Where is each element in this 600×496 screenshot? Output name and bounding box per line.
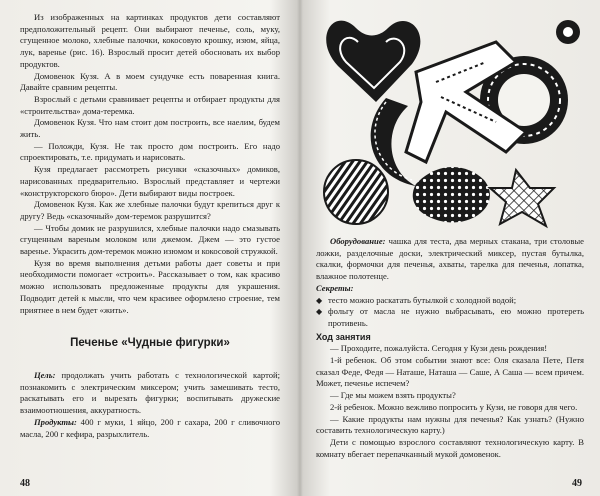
paragraph: — Чтобы домик не разрушился, хлебные палочки надо смазывать сгущенным вареным молоком или джемом. Джем — это густое варенье. Украсить дом-теремок можно изюмом и кокосовой стружкой. — [20, 222, 280, 257]
paragraph: Домовенок Кузя. А в моем сундучке есть поваренная книга. Давайте сравним рецепты. — [20, 70, 280, 93]
goal-paragraph — [20, 370, 280, 417]
paragraph: — Где мы можем взять продукты? — [330, 390, 456, 401]
paragraph: — Положди, Кузя. Не так просто дом построить. Его надо спроектировать, т.е. придумать и нарисовать. — [20, 140, 280, 163]
paragraph: Домовенок Кузя. Как же хлебные палочки будут крепиться друг к другу? Ведь «сказочный» дом-теремок разрушится? — [20, 199, 280, 221]
goal-text: продолжать учить работать с технологической картой; познакомить с электрическим миксером; учить замешивать тесто, раскатывать его и вырезать фигурки; воспитывать дружеские взаимоотношения, аккуратность. — [20, 369, 280, 416]
products-text: 400 г муки, 1 яйцо, 200 г сахара, 200 г сливочного масла, 200 г кефира, разрыхлитель. — [20, 416, 280, 439]
paragraph: 1-й ребенок. Об этом событии знают все: Оля сказала Пете, Петя сказал Феде, Федя — Наташе, Наташа — Саше, А Саша — всем причем. Может, печенье испечем? — [316, 355, 584, 389]
paragraph: Кузя во время выполнения детьми работы дает советы и при необходимости помогает «строить». Рассказывает о том, как красиво можно использовать предложенные продукты для украшения. Подводит детей к мысли, что чем красивее оформлено строение, тем приятнее в нем будет «жить». — [20, 257, 280, 315]
paragraph: Взрослый с детьми сравнивает рецепты и отбирает продукты для «строительства» дома-теремка. — [20, 93, 280, 116]
paragraph: — Какие продукты нам нужны для печенья? Как узнать? (Нужно составить технологическую карту.) — [316, 413, 584, 436]
cookie-figures-illustration — [316, 2, 584, 230]
lesson-heading: Ход занятия — [316, 331, 371, 342]
secrets-label: Секреты: — [316, 282, 354, 293]
products-paragraph — [20, 417, 280, 440]
secret-item: ◆ тесто можно раскатать бутылкой с холодной водой; — [316, 295, 584, 307]
paragraph: Домовенок Кузя. Что нам стоит дом построить, все наелим, будем жить. — [20, 117, 280, 140]
right-page — [300, 0, 600, 496]
goal-label: Цель: — [34, 369, 56, 380]
page-number-right: 49 — [572, 478, 582, 490]
equipment-paragraph — [316, 236, 584, 283]
secret-item: ◆ фольгу от масла не нужно выбрасывать, ею можно протереть противень. — [316, 306, 584, 329]
equipment-text: чашка для теста, два мерных стакана, три столовые ложки, разделочные доски, электрический миксер, пустая бутылка, скалки, формочки для печенья, ахваты, тарелка для печенья, лопатка, влажное полотенце. — [316, 236, 584, 282]
paragraph: Кузя предлагает рассмотреть рисунки «сказочных» домиков, нарисованных предварительно. Взрослый представляет и чертежи «конструкторского бюро». Дети выбирают виды построек. — [20, 164, 280, 198]
paragraph: Из изображенных на картинках продуктов дети составляют предположительный рецепт. Они выбирают печенье, соль, муку, сгущенное молоко, хлебные палочки, кокосовую крошку, изюм, яйца, лук, варенье (рис. 16). Взрослый просит детей обосновать их выбор продуктов. — [20, 12, 280, 69]
section-heading: Печенье «Чудные фигурки» — [70, 337, 230, 350]
page-number-left: 48 — [20, 478, 30, 490]
paragraph: Дети с помощью взрослого составляют технологическую карту. В комнату вбегает перепачканный мукой домовенок. — [316, 436, 584, 459]
paragraph: 2-й ребенок. Можно вежливо попросить у Кузи, не говоря для чего. — [330, 401, 578, 412]
paragraph: — Проходите, пожалуйста. Сегодня у Кузи день рождения! — [330, 343, 548, 354]
secrets-label-line — [316, 283, 584, 295]
products-label: Продукты: — [34, 416, 77, 427]
equipment-label: Оборудование: — [330, 236, 386, 246]
